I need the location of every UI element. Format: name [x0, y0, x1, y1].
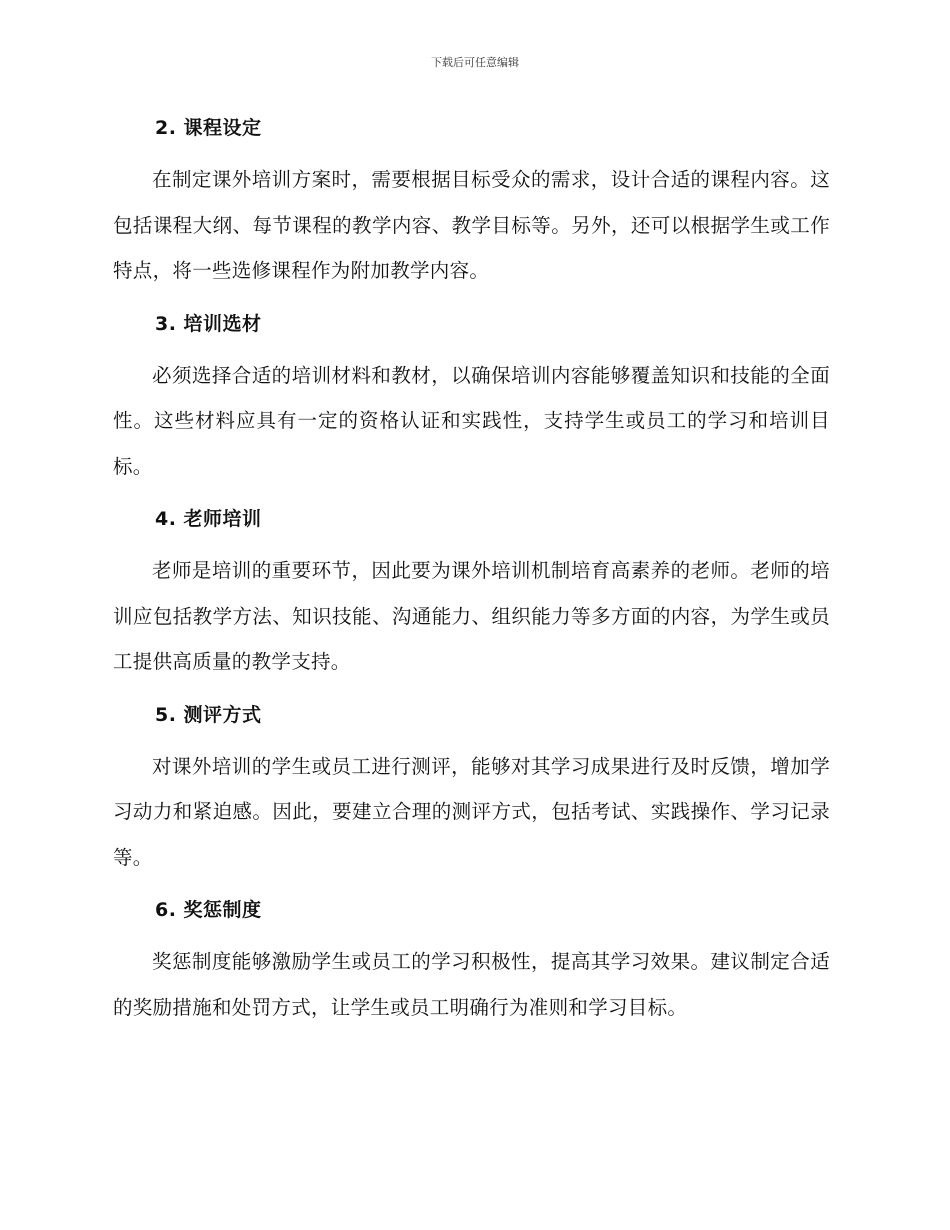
document-body	[113, 110, 830, 1042]
section-heading: 6. 奖惩制度	[155, 899, 262, 921]
section-teacher-training	[113, 501, 830, 685]
section-paragraph: 奖惩制度能够激励学生或员工的学习积极性，提高其学习效果。建议制定合适的奖励措施和处罚方式，让学生或员工明确行为准则和学习目标。	[113, 950, 830, 1019]
page-header: 下载后可任意编辑	[431, 56, 519, 69]
section-heading: 2. 课程设定	[155, 117, 262, 139]
section-reward-penalty	[113, 892, 830, 1030]
section-heading: 3. 培训选材	[155, 312, 262, 335]
section-paragraph: 对课外培训的学生或员工进行测评，能够对其学习成果进行及时反馈，增加学习动力和紧迫感。因此，要建立合理的测评方式，包括考试、实践操作、学习记录等。	[113, 754, 830, 869]
section-assessment-method	[113, 697, 830, 881]
section-paragraph: 老师是培训的重要环节，因此要为课外培训机制培育高素养的老师。老师的培训应包括教学方法、知识技能、沟通能力、组织能力等多方面的内容，为学生或员工提供高质量的教学支持。	[113, 559, 830, 673]
section-paragraph: 必须选择合适的培训材料和教材，以确保培训内容能够覆盖知识和技能的全面性。这些材料应具有一定的资格认证和实践性，支持学生或员工的学习和培训目标。	[113, 363, 830, 478]
section-paragraph: 在制定课外培训方案时，需要根据目标受众的需求，设计合适的课程内容。这包括课程大纲、每节课程的教学内容、教学目标等。另外，还可以根据学生或工作特点，将一些选修课程作为附加教学内容。	[113, 168, 830, 282]
section-heading: 4. 老师培训	[155, 508, 262, 530]
section-course-setting	[113, 110, 830, 294]
section-training-materials	[113, 306, 830, 490]
section-heading: 5. 测评方式	[155, 703, 262, 726]
